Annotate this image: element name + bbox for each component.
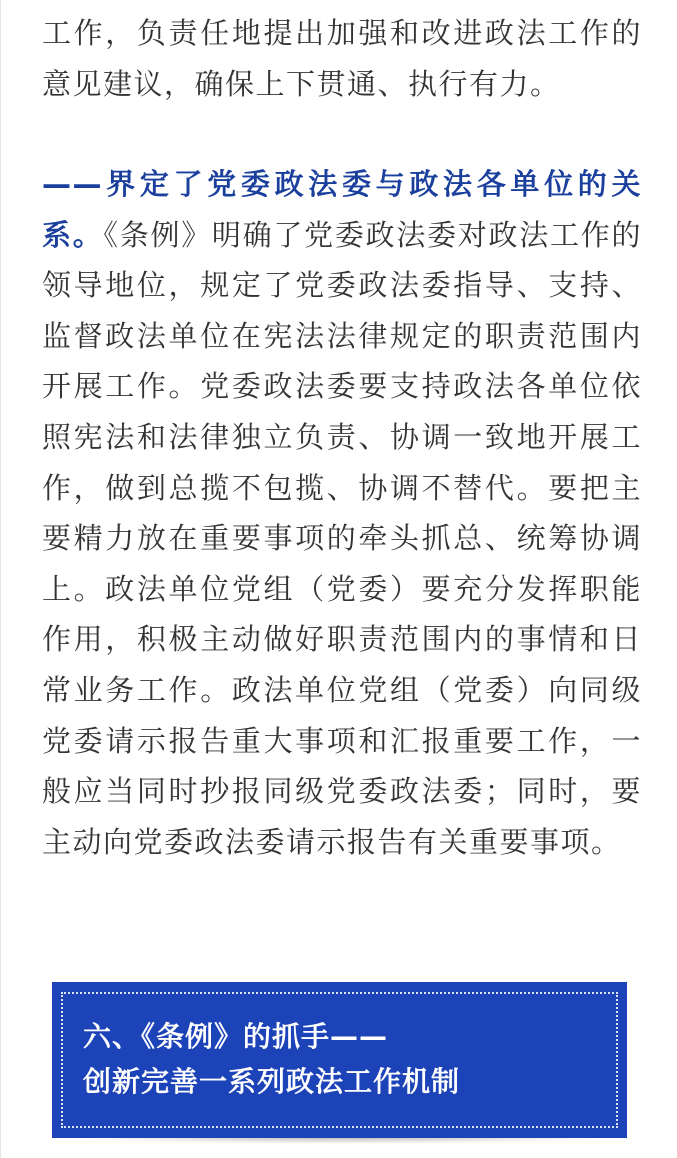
paragraph-lead-heading: ——界定了党委政法委与政法各单位的关系。 — [42, 167, 642, 252]
section-heading-banner — [52, 982, 627, 1138]
paragraph-body-text: 《条例》明确了党委政法委对政法工作的领导地位，规定了党委政法委指导、支持、监督政法单位在宪法法律规定的职责范围内开展工作。党委政法委要支持政法各单位依照宪法和法律独立负责、协调一致地开展工作，做到总揽不包揽、协调不替代。要把主要精力放在重要事项的牵头抓总、统筹协调上。政法单位党组（党委）要充分发挥职能作用，积极主动做好职责范围内的事情和日常业务工作。政法单位党组（党委）向同级党委请示报告重大事项和汇报重要工作，一般应当同时抄报同级党委政法委；同时，要主动向党委政法委请示报告有关重要事项。 — [42, 217, 642, 859]
paragraph-text: 工作，负责任地提出加强和改进政法工作的意见建议，确保上下贯通、执行有力。 — [42, 16, 642, 101]
article-paragraph-relationship — [42, 159, 642, 867]
section-heading-line-2: 创新完善一系列政法工作机制 — [83, 1065, 461, 1098]
banner-dotted-frame — [61, 992, 618, 1128]
section-heading-line-1: 六、《条例》的抓手—— — [83, 1020, 389, 1053]
article-paragraph-continued — [42, 8, 642, 109]
